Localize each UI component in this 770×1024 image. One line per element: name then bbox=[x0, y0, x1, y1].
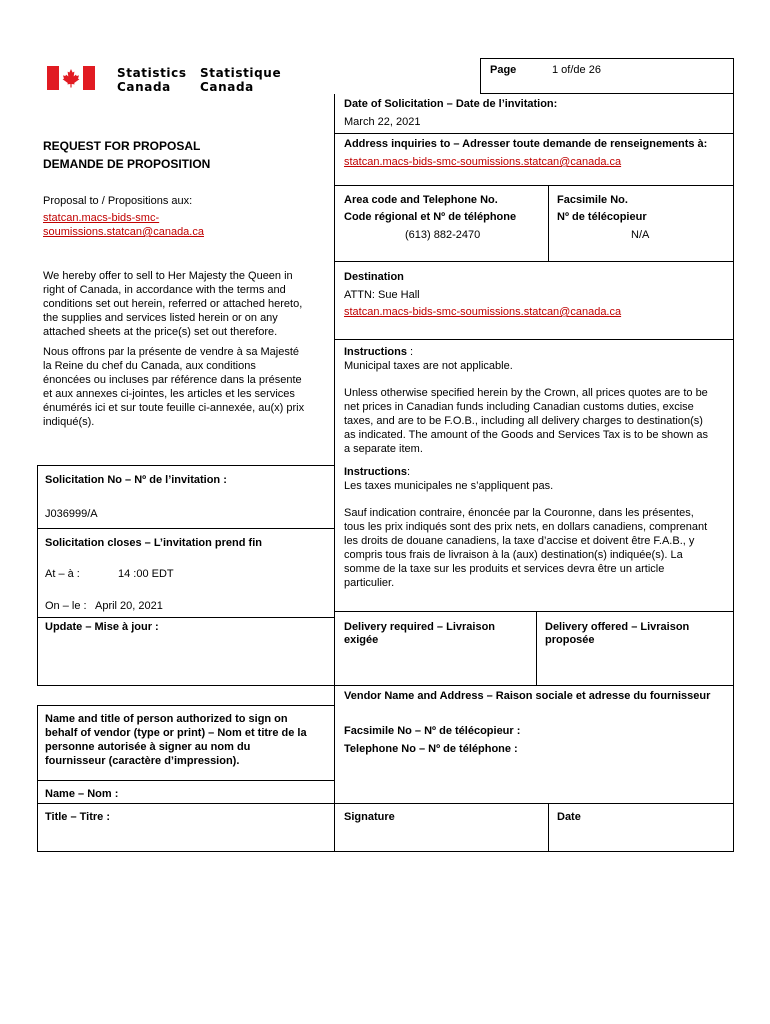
instructions-fr-para-2: tous les prix indiqués sont des prix nets, en dollars canadiens, comprenant bbox=[344, 521, 708, 533]
divider bbox=[548, 185, 549, 261]
solicitation-box bbox=[37, 465, 335, 686]
divider bbox=[334, 185, 734, 186]
fax-label-line2: Nº de télécopieur bbox=[557, 211, 647, 223]
page-label: Page bbox=[490, 64, 517, 76]
address-inquiries-label: Address inquiries to – Adresser toute demande de renseignements à: bbox=[344, 138, 708, 150]
solicitation-no-label: Solicitation No – Nº de l’invitation : bbox=[45, 474, 227, 486]
instructions-fr-para-3: les droits de douane canadiens, la taxe d’accise et doivent être F.A.B., y bbox=[344, 535, 695, 547]
update-label: Update – Mise à jour : bbox=[45, 621, 159, 633]
offer-fr-line5: énumérés ici et sur toute feuille ci-annexée, au(x) prix bbox=[43, 402, 305, 414]
vendor-fax-label: Facsimile No – Nº de télécopieur : bbox=[344, 725, 521, 737]
date-sign-label: Date bbox=[557, 811, 581, 823]
proposal-to-label: Proposal to / Propositions aux: bbox=[43, 195, 193, 207]
instructions-fr-para-1: Sauf indication contraire, énoncée par la Couronne, dans les présentes, bbox=[344, 507, 694, 519]
solicitation-closes-label: Solicitation closes – L’invitation prend fin bbox=[45, 537, 262, 549]
destination-label: Destination bbox=[344, 271, 404, 283]
logo-fr-line1: Statistique bbox=[200, 66, 282, 80]
instructions-fr-para-5: somme de la taxe sur les produits et services devra être un article bbox=[344, 563, 665, 575]
vendor-telephone-label: Telephone No – Nº de téléphone : bbox=[344, 743, 518, 755]
instructions-en-colon: : bbox=[406, 346, 414, 358]
at-label: At – à : bbox=[45, 568, 80, 580]
instructions-en-para-3: taxes, and are to be F.O.B., including all delivery charges to destination(s) bbox=[344, 415, 703, 427]
divider bbox=[37, 803, 335, 804]
divider bbox=[536, 611, 537, 685]
divider bbox=[334, 261, 734, 262]
delivery-required-line1: Delivery required – Livraison bbox=[344, 621, 496, 633]
page-value: 1 of/de 26 bbox=[552, 64, 601, 76]
logo-en-line2: Canada bbox=[117, 80, 171, 94]
area-code-label-line2: Code régional et Nº de téléphone bbox=[344, 211, 517, 223]
offer-en-line1: We hereby offer to sell to Her Majesty the Queen in bbox=[43, 270, 293, 282]
proposal-email-link-line1[interactable]: statcan.macs-bids-smc- bbox=[43, 212, 160, 224]
area-code-label-line1: Area code and Telephone No. bbox=[344, 194, 498, 206]
at-value: 14 :00 EDT bbox=[118, 568, 174, 580]
fax-label-line1: Facsimile No. bbox=[557, 194, 628, 206]
divider bbox=[334, 803, 734, 804]
instructions-en-label: Instructions bbox=[344, 346, 407, 358]
delivery-offered-line1: Delivery offered – Livraison bbox=[545, 621, 690, 633]
authorized-line4: fournisseur (caractère d’impression). bbox=[45, 755, 240, 767]
divider bbox=[334, 133, 734, 134]
instructions-fr-colon: : bbox=[406, 466, 411, 478]
delivery-offered-line2: proposée bbox=[545, 634, 595, 646]
instructions-en-line1: Municipal taxes are not applicable. bbox=[344, 360, 513, 372]
offer-en-line3: conditions set out herein, referred or attached hereto, bbox=[43, 298, 303, 310]
fax-value: N/A bbox=[631, 229, 650, 241]
signature-label: Signature bbox=[344, 811, 395, 823]
authorized-line3: personne autorisée à signer au nom du bbox=[45, 741, 251, 753]
on-value: April 20, 2021 bbox=[95, 600, 163, 612]
canada-flag-icon bbox=[47, 66, 95, 90]
authorized-line2: behalf of vendor (type or print) – Nom et titre de la bbox=[45, 727, 307, 739]
offer-en-line5: attached sheets at the price(s) set out therefore. bbox=[43, 326, 278, 338]
right-frame-right bbox=[733, 94, 734, 852]
divider bbox=[334, 685, 734, 686]
divider bbox=[334, 611, 734, 612]
divider bbox=[37, 851, 335, 852]
instructions-fr-heading bbox=[344, 466, 410, 480]
solicitation-no-value: J036999/A bbox=[45, 508, 98, 520]
vendor-name-address-label: Vendor Name and Address – Raison sociale et adresse du fournisseur bbox=[344, 690, 711, 702]
telephone-value: (613) 882-2470 bbox=[405, 229, 481, 241]
logo-en-line1: Statistics bbox=[117, 66, 187, 80]
destination-email-link[interactable]: statcan.macs-bids-smc-soumissions.statcan@canada.ca bbox=[344, 306, 622, 318]
divider bbox=[548, 803, 549, 852]
instructions-en-para-2: net prices in Canadian funds including Canadian customs duties, excise bbox=[344, 401, 694, 413]
instructions-fr-para-6: particulier. bbox=[344, 577, 395, 589]
date-of-solicitation-value: March 22, 2021 bbox=[344, 116, 421, 128]
instructions-fr-para-4: compris tous frais de livraison à la (aux) destination(s) indiquée(s). La bbox=[344, 549, 683, 561]
divider bbox=[37, 617, 335, 618]
divider bbox=[37, 705, 335, 706]
instructions-fr-line1: Les taxes municipales ne s’appliquent pas. bbox=[344, 480, 554, 492]
instructions-en-para-4: as indicated. The amount of the Goods and Services Tax is to be shown as bbox=[344, 429, 709, 441]
rfp-title-fr: DEMANDE DE PROPOSITION bbox=[43, 157, 211, 171]
divider bbox=[37, 705, 38, 852]
destination-attn: ATTN: Sue Hall bbox=[344, 289, 420, 301]
instructions-fr-label: Instructions bbox=[344, 466, 407, 478]
instructions-en-heading bbox=[344, 346, 413, 360]
offer-fr-line4: et aux annexes ci-jointes, les articles et les services bbox=[43, 388, 295, 400]
divider bbox=[37, 780, 335, 781]
logo-fr bbox=[200, 66, 281, 94]
right-frame-bottom bbox=[334, 851, 734, 852]
divider bbox=[37, 528, 335, 529]
instructions-en-para-1: Unless otherwise specified herein by the Crown, all prices quotes are to be bbox=[344, 387, 708, 399]
offer-fr-line3: énoncées ou incluses par référence dans la présente bbox=[43, 374, 302, 386]
offer-en-line4: the supplies and services listed herein or on any bbox=[43, 312, 278, 324]
rfp-title-en: REQUEST FOR PROPOSAL bbox=[43, 139, 201, 153]
divider bbox=[334, 339, 734, 340]
date-of-solicitation-label: Date of Solicitation – Date de l’invitation: bbox=[344, 98, 558, 110]
page-box bbox=[480, 58, 734, 94]
proposal-email-link-line2[interactable]: soumissions.statcan@canada.ca bbox=[43, 226, 204, 238]
offer-en-line2: right of Canada, in accordance with the terms and bbox=[43, 284, 286, 296]
title-label: Title – Titre : bbox=[45, 811, 111, 823]
authorized-line1: Name and title of person authorized to sign on bbox=[45, 713, 288, 725]
delivery-required-line2: exigée bbox=[344, 634, 379, 646]
offer-fr-line6: indiqué(s). bbox=[43, 416, 95, 428]
name-label: Name – Nom : bbox=[45, 788, 119, 800]
offer-fr-line2: la Reine du chef du Canada, aux conditions bbox=[43, 360, 256, 372]
offer-fr-line1: Nous offrons par la présente de vendre à sa Majesté bbox=[43, 346, 300, 358]
logo-en bbox=[117, 66, 187, 94]
instructions-en-para-5: a separate item. bbox=[344, 443, 423, 455]
on-label: On – le : bbox=[45, 600, 87, 612]
logo-fr-line2: Canada bbox=[200, 80, 254, 94]
inquiries-email-link[interactable]: statcan.macs-bids-smc-soumissions.statcan@canada.ca bbox=[344, 156, 622, 168]
